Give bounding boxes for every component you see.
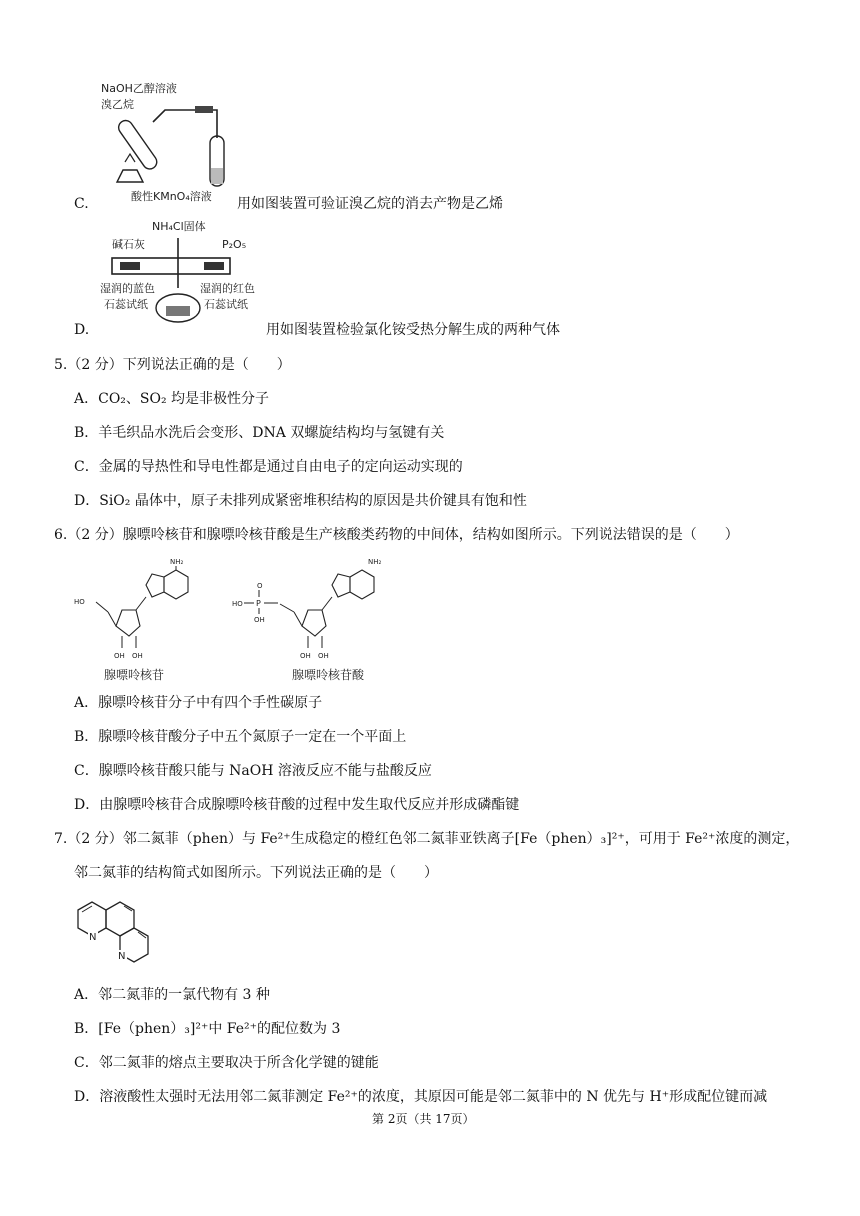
purine-ring-left: [164, 570, 188, 599]
q6-option-a: A．腺嘌呤核苷分子中有四个手性碳原子: [74, 695, 323, 711]
figure-7-phenanthroline: [72, 898, 164, 974]
fig-d-label-sodalime: 碱石灰: [112, 238, 145, 251]
figure-c-apparatus: [95, 78, 235, 206]
q6-stem: 6.（2 分）腺嘌呤核苷和腺嘌呤核苷酸是生产核酸类药物的中间体，结构如图所示。下列说法错误的是（ ）: [54, 527, 739, 543]
fig6-oh-b: OH: [132, 652, 143, 660]
fig6-nh2-left: NH₂: [170, 558, 184, 566]
q5-option-c: C．金属的导热性和导电性都是通过自由电子的定向运动实现的: [74, 459, 463, 475]
option-d-label: D.: [74, 322, 90, 338]
q7-option-c: C．邻二氮菲的熔点主要取决于所含化学键的键能: [74, 1055, 379, 1071]
fig6-oh-a: OH: [114, 652, 125, 660]
q5-option-a: A．CO₂、SO₂ 均是非极性分子: [74, 391, 270, 407]
option-d-text: 用如图装置检验氯化铵受热分解生成的两种气体: [266, 322, 560, 338]
q7-stem-line1: 7.（2 分）邻二氮菲（phen）与 Fe²⁺生成稳定的橙红色邻二氮菲亚铁离子[Fe（phen）₃]²⁺，可用于 Fe²⁺浓度的测定，: [54, 831, 800, 847]
fig6-oh-d: OH: [318, 652, 329, 660]
ribose-ring-left: [116, 610, 140, 636]
q7-option-d: D．溶液酸性太强时无法用邻二氮菲测定 Fe²⁺的浓度，其原因可能是邻二氮菲中的 N 优先与 H⁺形成配位键而减: [74, 1089, 768, 1105]
fig6-ho-right: HO: [232, 600, 243, 608]
q6-option-d: D．由腺嘌呤核苷合成腺嘌呤核苷酸的过程中发生取代反应并形成磷酯键: [74, 797, 520, 813]
burner: [117, 170, 143, 182]
fig6-nh2-right: NH₂: [368, 558, 382, 566]
q7-stem-line2: 邻二氮菲的结构简式如图所示。下列说法正确的是（ ）: [74, 865, 438, 881]
q7-option-a: A．邻二氮菲的一氯代物有 3 种: [74, 987, 270, 1003]
fig7-n1: N: [89, 932, 97, 943]
fig-d-label-blue-1: 湿润的蓝色: [100, 282, 155, 295]
figure-d-apparatus: [100, 218, 270, 330]
q6-option-b: B．腺嘌呤核苷酸分子中五个氮原子一定在一个平面上: [74, 729, 407, 745]
fig-c-label-naoh: NaOH乙醇溶液: [101, 82, 177, 95]
fig-d-label-blue-2: 石蕊试纸: [104, 298, 148, 311]
q6-option-c: C．腺嘌呤核苷酸只能与 NaOH 溶液反应不能与盐酸反应: [74, 763, 432, 779]
fig-d-label-p2o5: P₂O₅: [222, 238, 247, 251]
fig-c-label-kmno4: 酸性KMnO₄溶液: [131, 190, 212, 203]
option-c-text: 用如图装置可验证溴乙烷的消去产物是乙烯: [237, 196, 503, 212]
q5-stem: 5.（2 分）下列说法正确的是（ ）: [54, 357, 291, 373]
page-footer: 第 2页（共 17页）: [372, 1112, 475, 1126]
phen-ring-left: [78, 902, 106, 936]
fig6-o-top: O: [257, 582, 263, 590]
ribose-ring-right: [302, 610, 326, 636]
fig-d-label-nh4cl: NH₄Cl固体: [152, 220, 206, 233]
fig7-n2: N: [118, 951, 126, 962]
fig6-p: P: [256, 599, 261, 608]
fig-c-label-bromoethane: 溴乙烷: [101, 98, 134, 111]
q7-option-b: B．[Fe（phen）₃]²⁺中 Fe²⁺的配位数为 3: [74, 1021, 341, 1037]
q5-option-d: D．SiO₂ 晶体中，原子未排列成紧密堆积结构的原因是共价键具有饱和性: [74, 493, 527, 509]
fig6-ho-left: HO: [74, 598, 85, 606]
delivery-tube: [153, 110, 217, 138]
fig-d-label-red-2: 石蕊试纸: [204, 298, 248, 311]
fig6-caption-adenosine: 腺嘌呤核苷: [104, 668, 165, 682]
fig6-caption-amp: 腺嘌呤核苷酸: [292, 668, 365, 682]
fig-d-label-red-1: 湿润的红色: [200, 282, 255, 295]
fig6-oh-p: OH: [254, 616, 265, 624]
tilted-test-tube: [116, 118, 160, 172]
fig6-oh-c: OH: [300, 652, 311, 660]
q5-option-b: B．羊毛织品水洗后会变形、DNA 双螺旋结构均与氢键有关: [74, 425, 445, 441]
purine-ring-right: [350, 570, 374, 599]
figure-6-structures: [66, 552, 406, 686]
option-c-label: C.: [74, 196, 89, 212]
